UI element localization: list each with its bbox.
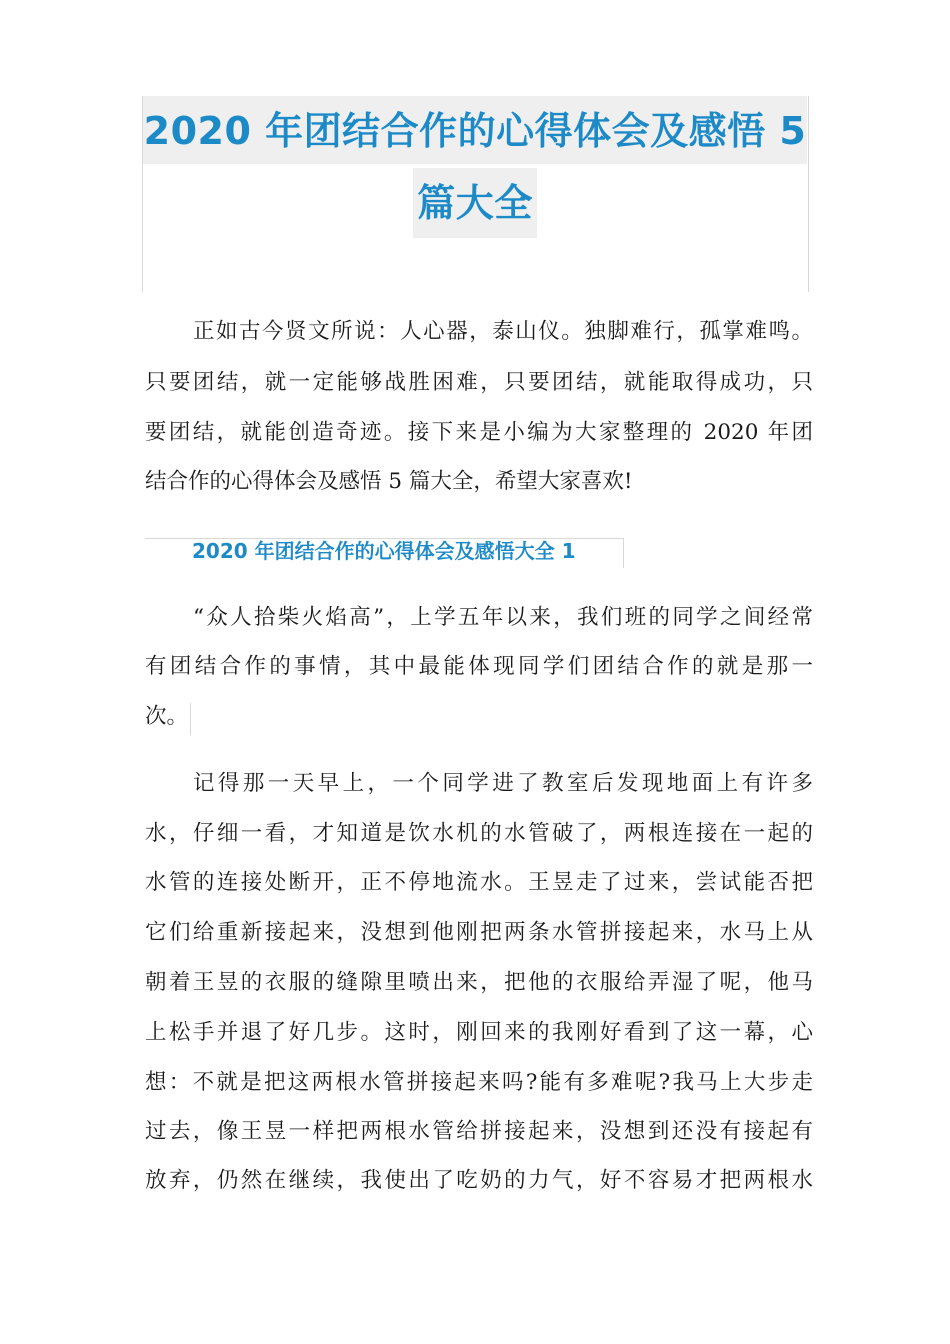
intro-line: 只要团结，就一定能够战胜困难，只要团结，就能取得成功，只: [145, 370, 813, 395]
document-title-line-2: 篇大全: [417, 181, 533, 225]
paragraph-guide: [190, 703, 191, 735]
paragraph-line: “众人拾柴火焰高”，上学五年以来，我们班的同学之间经常: [193, 605, 813, 630]
intro-line: 正如古今贤文所说：人心器，泰山仪。独脚难行，孤掌难鸣。: [193, 319, 813, 344]
heading-guide-end: [623, 538, 624, 568]
paragraph-line: 放弃，仍然在继续，我使出了吃奶的力气，好不容易才把两根水: [145, 1168, 813, 1193]
paragraph-line: 想：不就是把这两根水管拼接起来吗?能有多难呢?我马上大步走: [145, 1070, 813, 1095]
document-title-line-1: 2020 年团结合作的心得体会及感悟 5: [143, 109, 807, 153]
paragraph-line: 有团结合作的事情，其中最能体现同学们团结合作的就是那一: [145, 654, 813, 679]
intro-line: 要团结，就能创造奇迹。接下来是小编为大家整理的 2020 年团: [145, 420, 813, 445]
paragraph-line: 记得那一天早上，一个同学进了教室后发现地面上有许多: [193, 771, 813, 796]
paragraph-line: 次。: [145, 704, 189, 729]
intro-line: 结合作的心得体会及感悟 5 篇大全，希望大家喜欢!: [145, 469, 633, 494]
section-heading: 2020 年团结合作的心得体会及感悟大全 1: [192, 539, 576, 563]
paragraph-line: 水管的连接处断开，正不停地流水。王昱走了过来，尝试能否把: [145, 870, 813, 895]
paragraph-line: 过去，像王昱一样把两根水管给拼接起来，没想到还没有接起有: [145, 1119, 813, 1144]
paragraph-line: 它们给重新接起来，没想到他刚把两条水管拼接起来，水马上从: [145, 920, 813, 945]
paragraph-line: 水，仔细一看，才知道是饮水机的水管破了，两根连接在一起的: [145, 821, 813, 846]
title-frame-right: [808, 96, 809, 292]
paragraph-line: 朝着王昱的衣服的缝隙里喷出来，把他的衣服给弄湿了呢，他马: [145, 970, 813, 995]
paragraph-line: 上松手并退了好几步。这时，刚回来的我刚好看到了这一幕，心: [145, 1020, 813, 1045]
